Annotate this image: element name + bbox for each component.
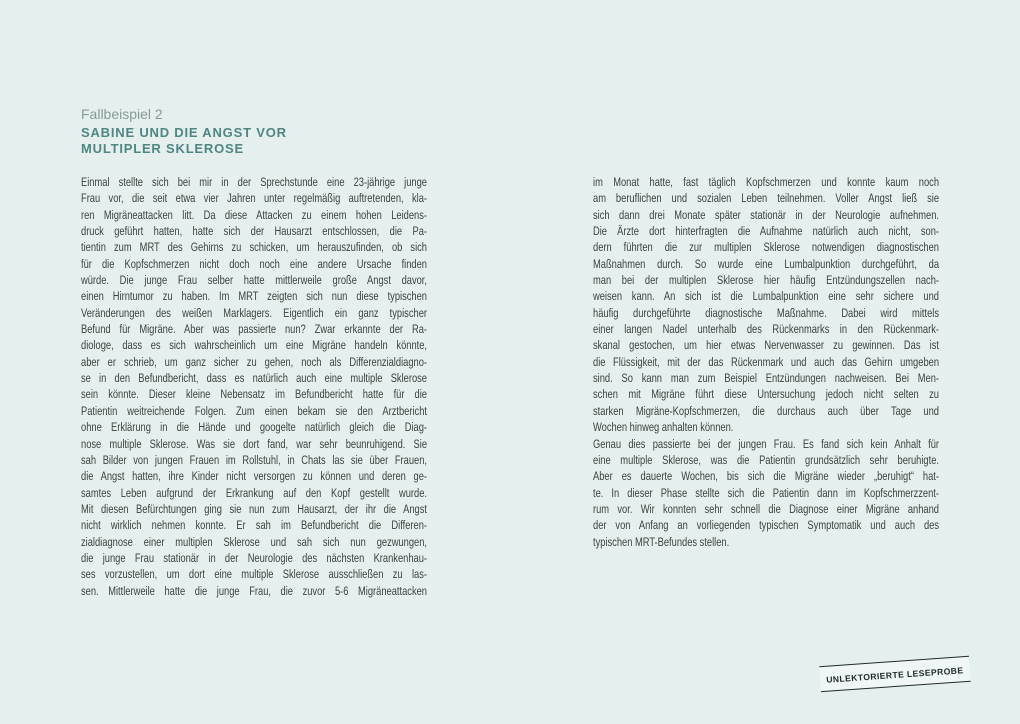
text-line: Befund für Migräne. Aber was passierte nun? Zwar erkannte der Ra-: [81, 322, 428, 337]
text-line: samtes Leben aufgrund der Erkrankung auf den Kopf gestellt wurde.: [81, 485, 428, 500]
text-line: man bei der multiplen Sklerose hier häufig Entzündungszellen nach-: [593, 273, 940, 288]
text-line: weisen kann. An sich ist die Lumbalpunktion eine sehr sichere und: [593, 289, 940, 304]
text-line: dern führten die zur multiplen Sklerose notwendigen diagnostischen: [593, 240, 940, 255]
text-line: sich dann drei Monate später stationär in der Neurologie aufnehmen.: [593, 207, 940, 222]
text-line: ren Migräneattacken litt. Da diese Attacken zu einem hohen Leidens-: [81, 207, 428, 222]
text-line: schen mit Migräne führt diese Untersuchung jedoch nicht selten zu: [593, 387, 940, 402]
text-line: eine multiple Sklerose, was die Patientin grundsätzlich sehr beruhigte.: [593, 452, 940, 467]
text-line: im Monat hatte, fast täglich Kopfschmerzen und konnte kaum noch: [593, 175, 940, 189]
text-line: ses vorzustellen, um dort eine multiple Sklerose ausschließen zu las-: [81, 567, 428, 582]
text-line: am beruflichen und sozialen Leben teilnehmen. Voller Angst ließ sie: [593, 191, 940, 206]
unlektorierte-leseprobe-stamp: [819, 656, 970, 692]
case-example-kicker: Fallbeispiel 2: [81, 106, 163, 122]
text-line: tientin zum MRT des Gehirns zu schicken, um herauszufinden, ob sich: [81, 240, 428, 255]
right-text-column: [593, 174, 939, 550]
text-line: Aber es dauerte Wochen, bis sich die Migräne wieder „beruhigt“ hat-: [593, 469, 940, 484]
text-line: diologe, dass es sich wahrscheinlich um eine Migräne handeln könnte,: [81, 338, 428, 353]
text-line: die junge Frau stationär in der Neurologie des nächsten Krankenhau-: [81, 550, 428, 565]
text-line: zialdiagnose einer multiplen Sklerose und sah sich nun gezwungen,: [81, 534, 428, 549]
text-line: ohne Erklärung in die Hände und googelte natürlich gleich die Diag-: [81, 420, 428, 435]
text-line: Mit diesen Befürchtungen ging sie nun zum Hausarzt, der ihr die Angst: [81, 501, 428, 516]
text-line: die Flüssigkeit, mit der das Rückenmark und auch das Gehirn umgeben: [593, 354, 940, 369]
text-line: einer langen Nadel unterhalb des Rückenmarks in den Rückenmark-: [593, 322, 940, 337]
text-line: einen Hirntumor zu haben. Im MRT zeigten sich nun diese typischen: [81, 289, 428, 304]
text-line: für die Kopfschmerzen nicht doch noch eine andere Ursache finden: [81, 256, 428, 271]
text-line: häufig durchgeführte diagnostische Maßnahme. Dabei wird mittels: [593, 305, 940, 320]
text-line: aber er schrieb, um ganz sicher zu gehen, noch als Differenzialdiagno-: [81, 354, 428, 369]
text-line: die Angst hatten, ihre Kinder nicht versorgen zu können und deren ge-: [81, 469, 428, 484]
text-line: Frau vor, die seit etwa vier Jahren unter regelmäßig auftretenden, kla-: [81, 191, 428, 206]
text-line: würde. Die junge Frau selber hatte mittlerweile große Angst davor,: [81, 273, 428, 288]
left-column-text: [81, 174, 427, 599]
left-text-column: [81, 174, 427, 599]
text-line: Genau dies passierte bei der jungen Frau. Es fand sich kein Anhalt für: [593, 436, 940, 451]
right-column-text: [593, 174, 939, 550]
text-line: Die Ärzte dort hinterfragten die Aufnahme natürlich auch nicht, son-: [593, 224, 940, 239]
text-line: te. In dieser Phase stellte sich die Patientin dann im Kopfschmerzzent-: [593, 485, 940, 500]
text-line: nicht wirklich nehmen konnte. Er sah im Befundbericht die Differen-: [81, 518, 428, 533]
text-line: nose multiple Sklerose. Was sie dort fand, war sehr beunruhigend. Sie: [81, 436, 428, 451]
text-line: se in den Befundbericht, dass es natürlich auch eine multiple Sklerose: [81, 371, 428, 386]
stamp-label: UNLEKTORIERTE LESEPROBE: [825, 665, 964, 685]
text-line: typischen MRT-Befundes stellen.: [593, 534, 730, 549]
text-line: rum vor. Wir konnten sehr schnell die Diagnose einer Migräne anhand: [593, 501, 940, 516]
text-line: Patientin weitreichende Folgen. Zum einen bekam sie den Arztbericht: [81, 403, 428, 418]
text-line: sah Bilder von jungen Frauen im Rollstuhl, in Chats las sie über Frauen,: [81, 452, 428, 467]
text-line: Maßnahmen durch. So wurde eine Lumbalpunktion durchgeführt, da: [593, 256, 940, 271]
text-line: sen. Mittlerweile hatte die junge Frau, die zuvor 5-6 Migräneattacken: [81, 583, 428, 598]
text-line: sein könnte. Dieser kleine Nebensatz im Befundbericht hatte für die: [81, 387, 428, 402]
text-line: druck geführt hatten, hatte sich der Hausarzt entschlossen, die Pa-: [81, 224, 428, 239]
text-line: sind. So kann man zum Beispiel Entzündungen nachweisen. Bei Men-: [593, 371, 940, 386]
chapter-title: [81, 125, 287, 156]
text-line: Wochen hinweg anhalten können.: [593, 420, 734, 435]
text-line: skanal gestochen, um hier etwas Nervenwasser zu gewinnen. Das ist: [593, 338, 940, 353]
text-line: Einmal stellte sich bei mir in der Sprechstunde eine 23-jährige junge: [81, 175, 428, 189]
chapter-title-line-2: MULTIPLER SKLEROSE: [81, 140, 244, 156]
text-line: der von Anfang an vorliegenden typischen Symptomatik und auch des: [593, 518, 940, 533]
text-line: starken Migräne-Kopfschmerzen, die durchaus auch über Tage und: [593, 403, 940, 418]
text-line: Veränderungen des weißen Marklagers. Eigentlich ein ganz typischer: [81, 305, 428, 320]
chapter-title-line-1: SABINE UND DIE ANGST VOR: [81, 125, 287, 140]
